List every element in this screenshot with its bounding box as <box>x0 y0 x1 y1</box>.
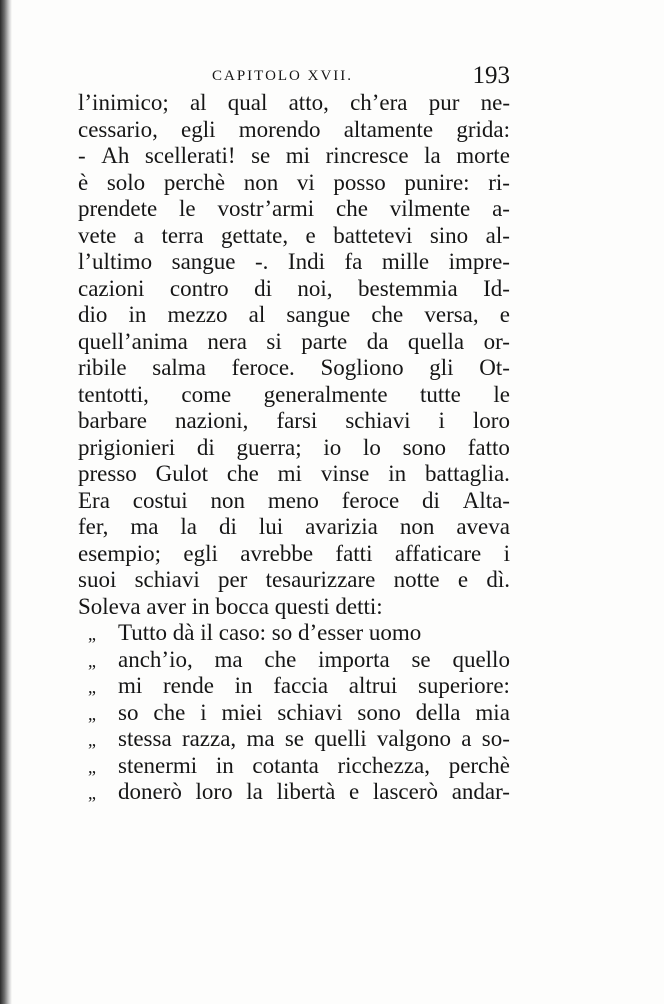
quote-line <box>78 753 510 780</box>
text-line: Era costui non meno feroce di Alta- <box>78 487 510 513</box>
quote-mark: „ <box>88 703 96 724</box>
quote-mark: „ <box>88 650 96 671</box>
chapter-title: CAPITOLO XVII. <box>212 68 354 84</box>
quote-line <box>78 647 510 674</box>
quote-text: donerò loro la libertà e lascerò andar- <box>118 779 510 804</box>
text-line: l’ultimo sangue -. Indi fa mille impre- <box>78 249 510 274</box>
page-number: 193 <box>472 62 510 89</box>
quote-line <box>78 779 510 806</box>
quote-text: stessa razza, ma se quelli valgono a so- <box>118 726 510 751</box>
quote-mark: „ <box>88 730 96 750</box>
text-line: presso Gulot che mi vinse in battaglia. <box>78 461 510 486</box>
text-line: ribile salma feroce. Sogliono gli Ot- <box>78 355 510 380</box>
text-line: suoi schiavi per tesaurizzare notte e dì. <box>78 567 510 592</box>
quote-text: stenermi in cotanta ricchezza, perchè <box>118 752 510 778</box>
text-line: tentotti, come generalmente tutte le <box>78 381 510 407</box>
quote-line <box>78 726 510 753</box>
text-line: - Ah scellerati! se mi rincresce la morte <box>78 143 510 168</box>
quote-mark: „ <box>88 624 96 644</box>
text-line: Soleva aver in bocca questi detti: <box>78 593 383 619</box>
quote-mark: „ <box>88 756 96 777</box>
running-header <box>78 62 510 90</box>
quote-text: anch’io, ma che importa se quello <box>118 646 510 672</box>
quote-text: Tutto dà il caso: so d’esser uomo <box>118 620 422 645</box>
text-line: è solo perchè non vi posso punire: ri- <box>78 169 510 195</box>
text-line: esempio; egli avrebbe fatti affaticare i <box>78 540 510 566</box>
quote-text: so che i miei schiavi sono della mia <box>118 699 510 725</box>
text-line: barbare nazioni, farsi schiavi i loro <box>78 408 510 433</box>
quote-mark: „ <box>88 677 96 697</box>
text-line: vete a terra gettate, e battetevi sino al- <box>78 222 510 248</box>
text-line: cessario, egli morendo altamente grida: <box>78 116 510 142</box>
text-line: quell’anima nera si parte da quella or- <box>78 328 510 354</box>
body-text <box>78 90 510 806</box>
quote-line <box>78 673 510 700</box>
page-gutter-shadow <box>0 0 12 1004</box>
quote-text: mi rende in faccia altrui superiore: <box>118 673 510 698</box>
quote-line <box>78 700 510 727</box>
text-line: fer, ma la di lui avarizia non aveva <box>78 514 510 539</box>
text-line: dio in mezzo al sangue che versa, e <box>78 302 510 327</box>
quote-mark: „ <box>88 783 96 803</box>
quote-line <box>78 620 510 647</box>
text-line: prendete le vostr’armi che vilmente a- <box>78 196 510 221</box>
text-line: l’inimico; al qual atto, ch’era pur ne- <box>78 90 510 115</box>
text-line: cazioni contro di noi, bestemmia Id- <box>78 275 510 301</box>
text-line: prigionieri di guerra; io lo sono fatto <box>78 434 510 460</box>
